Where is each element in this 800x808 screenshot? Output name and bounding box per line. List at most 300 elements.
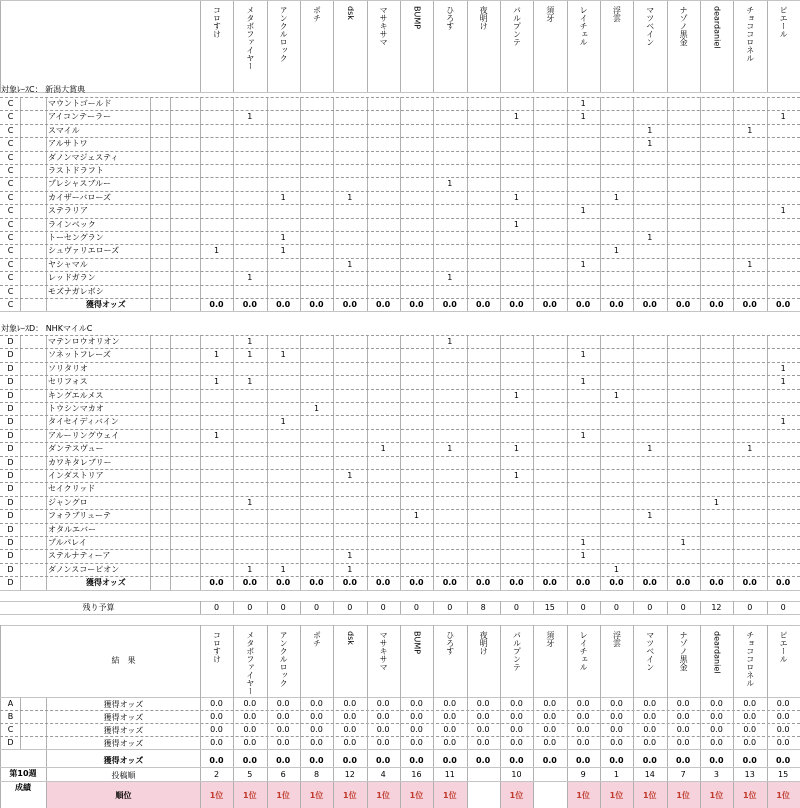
result-value: 0.0 [510,699,523,708]
horse-name: ソリタリオ [48,363,88,373]
odds-value: 0.0 [542,578,557,588]
result-value: 0.0 [743,712,757,721]
race-letter: D [7,337,14,346]
column-divider [667,782,668,808]
odds-value: 0.0 [576,300,591,309]
column-divider [233,335,234,590]
column-divider [433,782,434,808]
budget-value: 0 [280,603,286,612]
odds-value: 0.0 [409,578,424,588]
participant-name: アンクルロック [279,631,289,687]
pick-mark: 1 [613,246,619,256]
pick-mark: 1 [780,112,786,122]
row-divider [0,375,800,376]
result-value: 0.0 [743,725,757,734]
row-divider [0,335,800,336]
budget-value: 0 [780,603,786,612]
result-value: 0.0 [576,699,590,708]
pick-mark: 1 [447,179,453,189]
race-letter: C [7,300,14,309]
odds-value: 0.0 [709,578,724,588]
total-odds-value: 0.0 [242,756,257,765]
column-divider [333,782,334,808]
odds-value: 0.0 [509,300,524,309]
row-divider [0,523,800,524]
odds-value: 0.0 [442,578,457,588]
row-divider [0,285,800,286]
odds-value: 0.0 [409,300,424,309]
result-value: 0.0 [210,699,223,708]
result-value: 0.0 [243,738,257,747]
race-letter: D [7,738,14,747]
budget-value: 0 [313,603,320,612]
rank-label: 順位 [115,791,132,800]
race-letter: D [7,551,14,561]
result-value: 0.0 [410,738,423,747]
odds-value: 0.0 [376,300,391,309]
odds-value: 0.0 [676,578,691,588]
column-divider [433,335,434,590]
participant-name: 浮雲 [612,631,622,647]
result-value: 0.0 [710,725,723,734]
race-letter: A [7,699,14,708]
result-value: 0.0 [376,738,390,747]
budget-value: 0 [247,603,253,612]
result-value: 0.0 [543,699,557,708]
odds-value: 0.0 [209,578,224,588]
odds-value: 0.0 [576,578,591,588]
total-odds-value: 0.0 [409,756,424,765]
horse-name: プルパレイ [48,538,87,547]
pick-mark: 1 [247,497,253,507]
rank-value: 1位 [576,791,590,800]
odds-value: 0.0 [676,300,691,309]
race-letter: D [7,457,14,467]
result-value: 0.0 [443,699,457,708]
horse-name: カイザーバローズ [48,192,111,202]
result-value: 0.0 [710,712,723,721]
pick-mark: 1 [280,192,286,202]
odds-value: 0.0 [242,300,257,309]
column-divider [170,335,171,590]
row-divider [0,749,800,750]
order-value: 6 [280,770,286,779]
column-divider [533,782,534,808]
result-value: 0.0 [376,725,390,734]
result-value: 0.0 [610,725,623,734]
results-header: 結 果 [111,656,136,665]
pick-mark: 1 [513,444,520,454]
odds-value: 0.0 [276,300,291,309]
participant-name: チョココロネル [745,6,755,62]
pick-mark: 1 [513,112,520,122]
pick-mark: 1 [280,350,286,360]
total-odds-value: 0.0 [576,756,591,765]
pick-mark: 1 [713,497,719,507]
total-odds-label: 獲得オッズ [103,756,144,765]
result-value: 0.0 [310,699,323,708]
result-value: 0.0 [376,712,390,721]
result-value: 0.0 [443,738,457,747]
race-letter: D [7,564,14,574]
result-value: 0.0 [510,712,523,721]
order-value: 11 [444,770,455,779]
horse-name: ラインベック [48,219,96,229]
rank-value: 1位 [443,791,457,800]
odds-value: 0.0 [376,578,391,588]
pick-mark: 1 [747,444,753,454]
column-divider [733,782,734,808]
row-divider [0,456,800,457]
participant-name: 夜明け [479,631,489,655]
pick-mark: 1 [580,112,586,122]
order-value: 1 [613,770,619,779]
horse-name: ステラリア [48,206,88,216]
order-value: 3 [713,770,719,779]
order-value: 16 [411,770,422,779]
rank-value: 1位 [376,791,390,800]
horse-name: モズナガレボシ [48,286,104,296]
result-value: 0.0 [276,725,290,734]
result-value: 0.0 [343,712,357,721]
result-value: 0.0 [276,699,290,708]
total-odds-value: 0.0 [476,756,491,765]
horse-name: タイセイディバイン [48,417,119,427]
participant-name: BUMP [412,6,422,30]
column-divider [300,335,301,590]
pick-mark: 1 [347,551,353,561]
column-divider [46,782,47,808]
column-divider [233,782,234,808]
pick-mark: 1 [580,206,586,216]
race-letter: D [7,471,14,480]
column-divider [700,335,701,590]
result-value: 0.0 [643,725,657,734]
total-odds-value: 0.0 [209,756,224,765]
row-divider [0,402,800,403]
result-value: 0.0 [343,725,357,734]
row-divider [0,362,800,363]
participant-name: マツベイン [645,631,655,671]
column-divider [700,782,701,808]
pick-mark: 1 [280,233,286,242]
participant-name: ピエール [779,631,789,663]
budget-label: 残り予算 [82,603,115,612]
result-value: 0.0 [676,712,690,721]
odds-value: 0.0 [476,578,491,588]
pick-mark: 1 [647,444,653,454]
column-divider [733,335,734,590]
column-divider [267,335,268,590]
budget-value: 0 [580,603,586,612]
pick-mark: 1 [247,564,253,574]
budget-value: 0 [380,603,386,612]
column-divider [367,782,368,808]
row-divider [0,137,800,138]
result-value: 0.0 [410,699,423,708]
odds-value: 0.0 [542,300,557,309]
pick-mark: 1 [580,377,586,387]
total-odds-value: 0.0 [542,756,557,765]
result-value: 0.0 [476,738,490,747]
total-odds-value: 0.0 [276,756,291,765]
result-value: 0.0 [710,738,723,747]
column-divider [400,335,401,590]
pick-mark: 1 [513,192,520,202]
row-divider [0,482,800,483]
result-value: 0.0 [543,738,557,747]
participant-name: ポチ [312,6,322,22]
row-divider [0,271,800,272]
row-divider [0,0,800,1]
order-value: 9 [580,770,586,779]
result-value: 0.0 [576,725,590,734]
row-divider [0,429,800,430]
week-label: 第10週 [9,769,37,778]
result-value: 0.0 [643,712,657,721]
pick-mark: 1 [513,219,520,229]
participant-name: 夜明け [479,6,489,30]
result-value: 0.0 [310,738,323,747]
odds-value: 0.0 [309,300,324,309]
horse-name: ステルナティーア [48,551,111,561]
result-value: 0.0 [243,712,257,721]
row-divider [0,204,800,205]
row-divider [0,218,800,219]
race-letter: C [7,125,14,135]
odds-value: 0.0 [642,578,657,588]
pick-mark: 1 [247,273,253,283]
horse-name: アルサトワ [48,139,88,149]
result-value: 0.0 [776,738,790,747]
budget-value: 0 [747,603,753,612]
budget-value: 15 [544,603,555,612]
race-letter: D [7,363,14,373]
column-divider [200,335,201,590]
result-value: 0.0 [776,725,790,734]
result-value: 0.0 [210,712,223,721]
result-value: 0.0 [643,738,657,747]
order-value: 7 [680,770,686,779]
column-divider [20,335,21,590]
result-value: 0.0 [743,699,757,708]
order-value: 4 [380,770,386,779]
odds-value: 0.0 [709,300,724,309]
result-value: 0.0 [310,725,323,734]
race-letter: D [7,377,14,387]
column-divider [500,335,501,590]
result-value: 0.0 [476,699,490,708]
horse-name: トウシンマカオ [48,404,104,413]
result-value: 0.0 [610,712,623,721]
column-divider [633,782,634,808]
result-value: 0.0 [410,712,423,721]
pick-mark: 1 [580,350,586,360]
column-divider [567,782,568,808]
column-divider [400,782,401,808]
result-value: 0.0 [543,725,557,734]
pick-mark: 1 [580,99,586,108]
budget-value: 0 [347,603,353,612]
rank-value: 1位 [276,791,290,800]
pick-mark: 1 [280,246,286,256]
row-divider [0,151,800,152]
odds-label: 獲得オッズ [103,739,144,748]
odds-value: 0.0 [776,578,791,588]
order-value: 2 [213,770,220,779]
horse-name: ヤシャマル [48,259,88,269]
pick-mark: 1 [647,139,653,149]
race-letter: C [7,152,14,162]
race-letter: D [7,417,14,427]
budget-value: 0 [513,603,520,612]
horse-name: セイクリッド [48,484,96,494]
pick-mark: 1 [647,511,653,521]
race-letter: D [7,390,14,400]
result-value: 0.0 [476,712,490,721]
column-divider [0,0,1,92]
column-divider [300,782,301,808]
pick-mark: 1 [447,273,453,283]
total-odds-value: 0.0 [609,756,624,765]
budget-value: 0 [613,603,619,612]
result-value: 0.0 [243,699,257,708]
budget-value: 0 [213,603,220,612]
result-value: 0.0 [210,738,223,747]
result-value: 0.0 [576,712,590,721]
row-divider [0,348,800,349]
participant-name: ナゾノ黒金 [679,631,689,671]
row-divider [0,244,800,245]
result-value: 0.0 [743,738,757,747]
pick-mark: 1 [280,564,286,574]
participant-name: deardaniel [712,631,722,674]
pick-mark: 1 [580,430,586,440]
odds-value: 0.0 [242,578,257,588]
total-odds-value: 0.0 [342,756,357,765]
column-divider [200,782,201,808]
total-odds-value: 0.0 [642,756,657,765]
race-letter: D [7,484,14,494]
race-letter: C [7,273,14,283]
column-divider [500,782,501,808]
race-letter: C [7,233,14,242]
horse-name: オタルエバー [48,524,96,534]
budget-value: 0 [680,603,686,612]
order-value: 12 [344,770,355,779]
rank-value: 1位 [309,791,324,800]
order-value: 8 [313,770,320,779]
race-letter: C [7,192,14,202]
race-letter: D [7,350,14,360]
rank-value: 1位 [243,791,257,800]
result-value: 0.0 [510,738,523,747]
race-letter: C [7,179,14,189]
participant-name: ひろす [445,631,455,655]
race-letter: D [7,430,14,440]
race-letter: C [7,246,14,256]
race-letter: C [7,166,14,175]
race-letter: D [7,404,14,413]
row-divider [0,92,800,93]
column-divider [150,335,151,590]
budget-value: 12 [711,603,722,612]
column-divider [667,335,668,590]
total-odds-value: 0.0 [376,756,391,765]
total-odds-value: 0.0 [676,756,691,765]
odds-value: 0.0 [776,300,791,309]
column-divider [46,335,47,590]
total-odds-value: 0.0 [309,756,324,765]
participant-name: BUMP [412,631,422,655]
participant-name: dsk [345,6,355,20]
pick-mark: 1 [247,337,253,346]
result-value: 0.0 [443,712,457,721]
participant-name: ポチ [312,631,322,647]
result-value: 0.0 [243,725,257,734]
pick-mark: 1 [213,377,220,387]
participant-name: マサキサマ [379,631,389,671]
row-divider [0,191,800,192]
pick-mark: 1 [347,192,353,202]
participant-name: ナゾノ黒金 [679,6,689,46]
pick-mark: 1 [747,125,753,135]
participant-name: 須牙 [545,6,555,22]
race-letter: C [7,99,14,108]
participant-name: マサキサマ [379,6,389,46]
result-value: 0.0 [576,738,590,747]
pick-mark: 1 [613,192,619,202]
rank-value: 1位 [609,791,624,800]
row-divider [0,442,800,443]
order-label: 投稿順 [111,771,136,780]
participant-name: コロすけ [212,631,222,663]
pick-mark: 1 [613,390,619,400]
total-odds-value: 0.0 [442,756,457,765]
budget-value: 0 [647,603,653,612]
horse-name: マテンロウオリオン [48,337,120,346]
order-value: 13 [744,770,755,779]
budget-value: 0 [447,603,453,612]
race-letter: D [7,497,14,507]
result-value: 0.0 [343,738,357,747]
pick-mark: 1 [647,125,653,135]
odds-value: 0.0 [476,300,491,309]
race-letter: C [7,259,14,269]
odds-value: 0.0 [742,578,757,588]
race-letter: C [7,139,14,149]
budget-value: 0 [413,603,420,612]
horse-name: マウントゴールド [48,99,112,108]
column-divider [467,782,468,808]
race-letter: D [7,511,14,521]
result-value: 0.0 [310,712,323,721]
horse-name: キングエルメス [48,390,104,400]
participant-name: 須牙 [545,631,555,647]
column-divider [467,335,468,590]
pick-mark: 1 [513,471,520,480]
rank-value: 1位 [709,791,724,800]
result-value: 0.0 [476,725,490,734]
result-value: 0.0 [276,712,290,721]
odds-label: 獲得オッズ [86,300,126,309]
rank-value: 1位 [343,791,357,800]
participant-name: コロすけ [212,6,222,38]
rank-value: 1位 [409,791,424,800]
horse-name: ダノンスコーピオン [48,564,120,574]
rank-value: 1位 [642,791,657,800]
participant-name: ひろす [445,6,455,30]
